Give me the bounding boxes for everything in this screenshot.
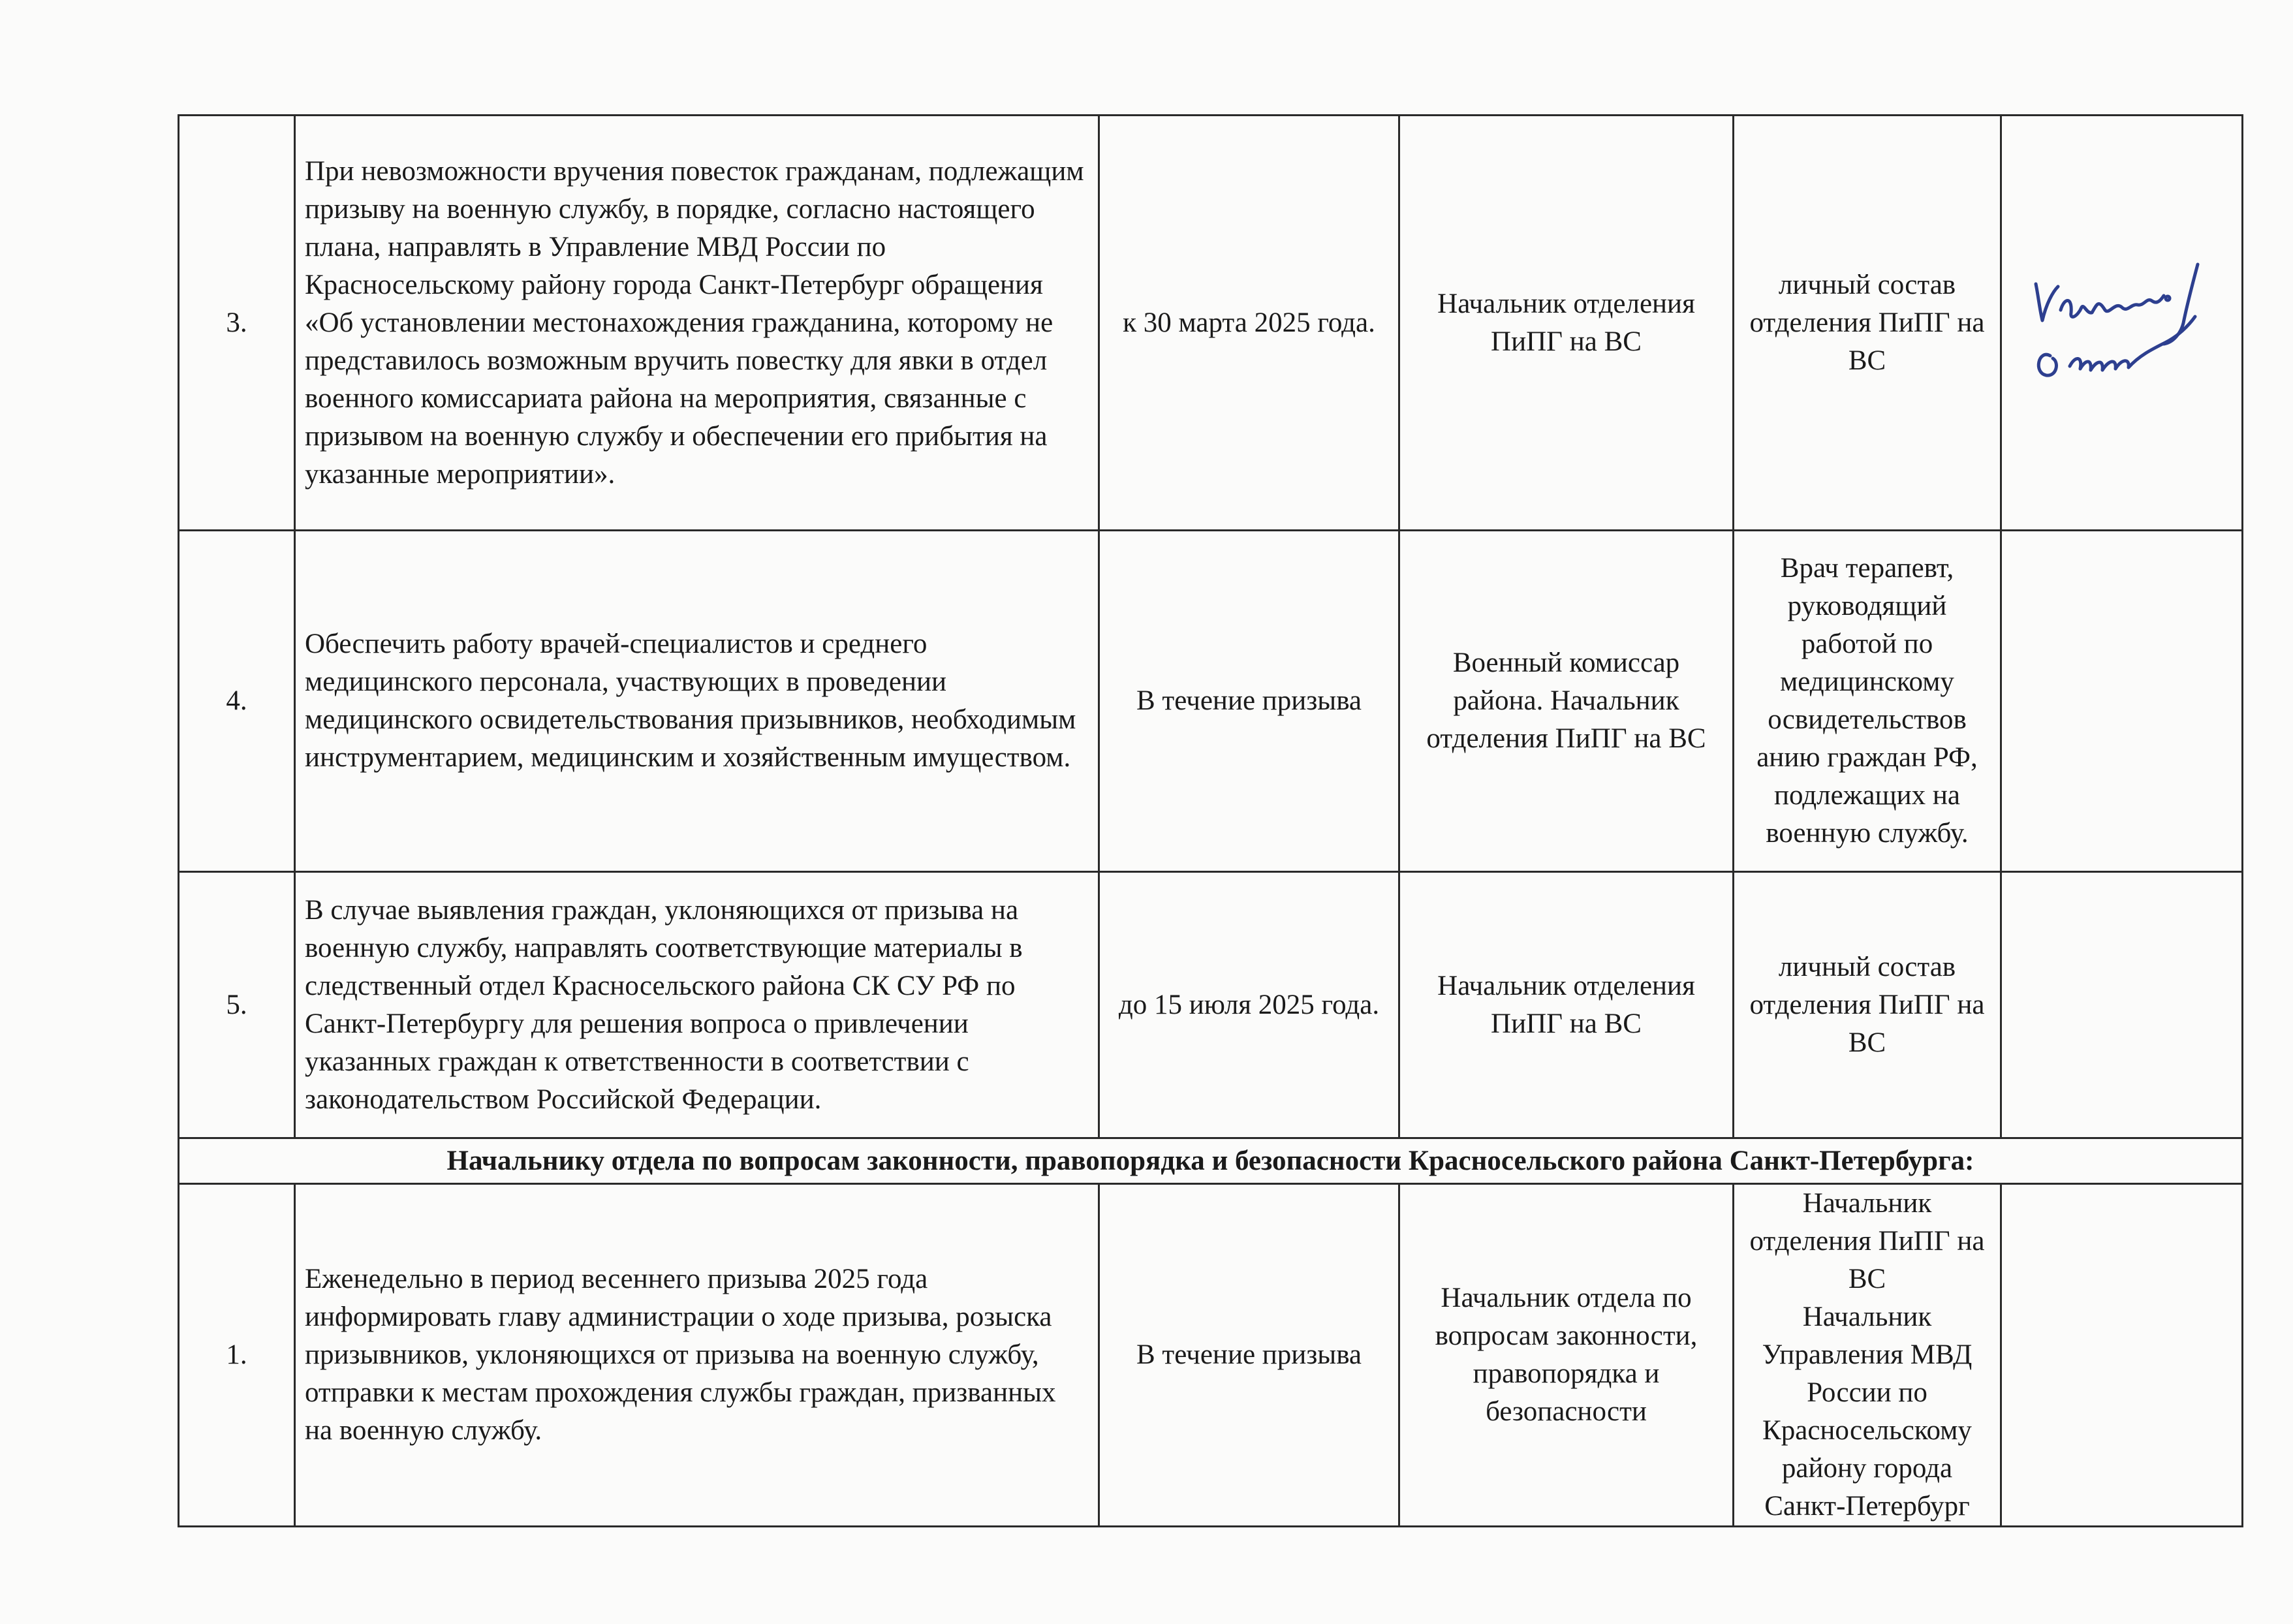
measure-text: Обеспечить работу врачей-специалистов и среднего медицинского персонала, участвующих в проведении медицинского освидетельствования призывников, необходимым инструментарием, медицинским и хозяйственным имуществом. [295, 531, 1099, 872]
deadline-cell: до 15 июля 2025 года. [1099, 872, 1399, 1138]
table-row [179, 1184, 2243, 1527]
responsible-cell: Начальник отделения ПиПГ на ВС [1399, 872, 1734, 1138]
measure-text: В случае выявления граждан, уклоняющихся от призыва на военную службу, направлять соответствующие материалы в следственный отдел Красносельского района СК СУ РФ по Санкт-Петербургу для решения вопроса о привлечении указанных граждан к ответственности в соответствии с законодательством Российской Федерации. [295, 872, 1099, 1138]
measure-text: Еженедельно в период весеннего призыва 2025 года информировать главу администрации о ходе призыва, розыска призывников, уклоняющихся от призыва на военную службу, отправки к местам прохождения службы граждан, призванных на военную службу. [295, 1184, 1099, 1527]
deadline-cell: к 30 марта 2025 года. [1099, 116, 1399, 531]
row-number: 1. [179, 1184, 295, 1527]
table-row [179, 531, 2243, 872]
signature-icon [2024, 258, 2220, 388]
executors-cell [1734, 1184, 2001, 1527]
signature-cell [2001, 872, 2243, 1138]
executor-primary: Начальник отделения ПиПГ на ВС [1749, 1188, 1985, 1294]
row-number: 3. [179, 116, 295, 531]
deadline-cell: В течение призыва [1099, 1184, 1399, 1527]
plan-table [178, 114, 2243, 1527]
row-number: 4. [179, 531, 295, 872]
executors-cell: Врач терапевт, руководящий работой по медицинскому освидетельствов анию граждан РФ, подлежащих на военную службу. [1734, 531, 2001, 872]
section-heading: Начальнику отдела по вопросам законности, правопорядка и безопасности Красносельского района Санкт-Петербурга: [179, 1138, 2243, 1184]
measure-text: При невозможности вручения повесток гражданам, подлежащим призыву на военную службу, в порядке, согласно настоящего плана, направлять в Управление МВД России по Красносельскому району города Санкт-Петербург обращения «Об установлении местонахождения гражданина, которому не представилось возможным вручить повестку для явки в отдел военного комиссариата района на мероприятия, связанные с призывом на военную службу и обеспечении его прибытия на указанные мероприятии». [295, 116, 1099, 531]
section-row [179, 1138, 2243, 1184]
executors-cell: личный состав отделения ПиПГ на ВС [1734, 116, 2001, 531]
signature-cell [2001, 531, 2243, 872]
executor-secondary: Начальник Управления МВД России по Красносельскому району города Санкт-Петербург [1762, 1302, 1973, 1522]
executors-cell: личный состав отделения ПиПГ на ВС [1734, 872, 2001, 1138]
row-number: 5. [179, 872, 295, 1138]
deadline-cell: В течение призыва [1099, 531, 1399, 872]
responsible-cell: Начальник отдела по вопросам законности, правопорядка и безопасности [1399, 1184, 1734, 1527]
handwritten-signature [2011, 258, 2232, 388]
signature-cell [2001, 1184, 2243, 1527]
responsible-cell: Военный комиссар района. Начальник отделения ПиПГ на ВС [1399, 531, 1734, 872]
signature-cell [2001, 116, 2243, 531]
responsible-cell: Начальник отделения ПиПГ на ВС [1399, 116, 1734, 531]
table-row [179, 116, 2243, 531]
table-row [179, 872, 2243, 1138]
